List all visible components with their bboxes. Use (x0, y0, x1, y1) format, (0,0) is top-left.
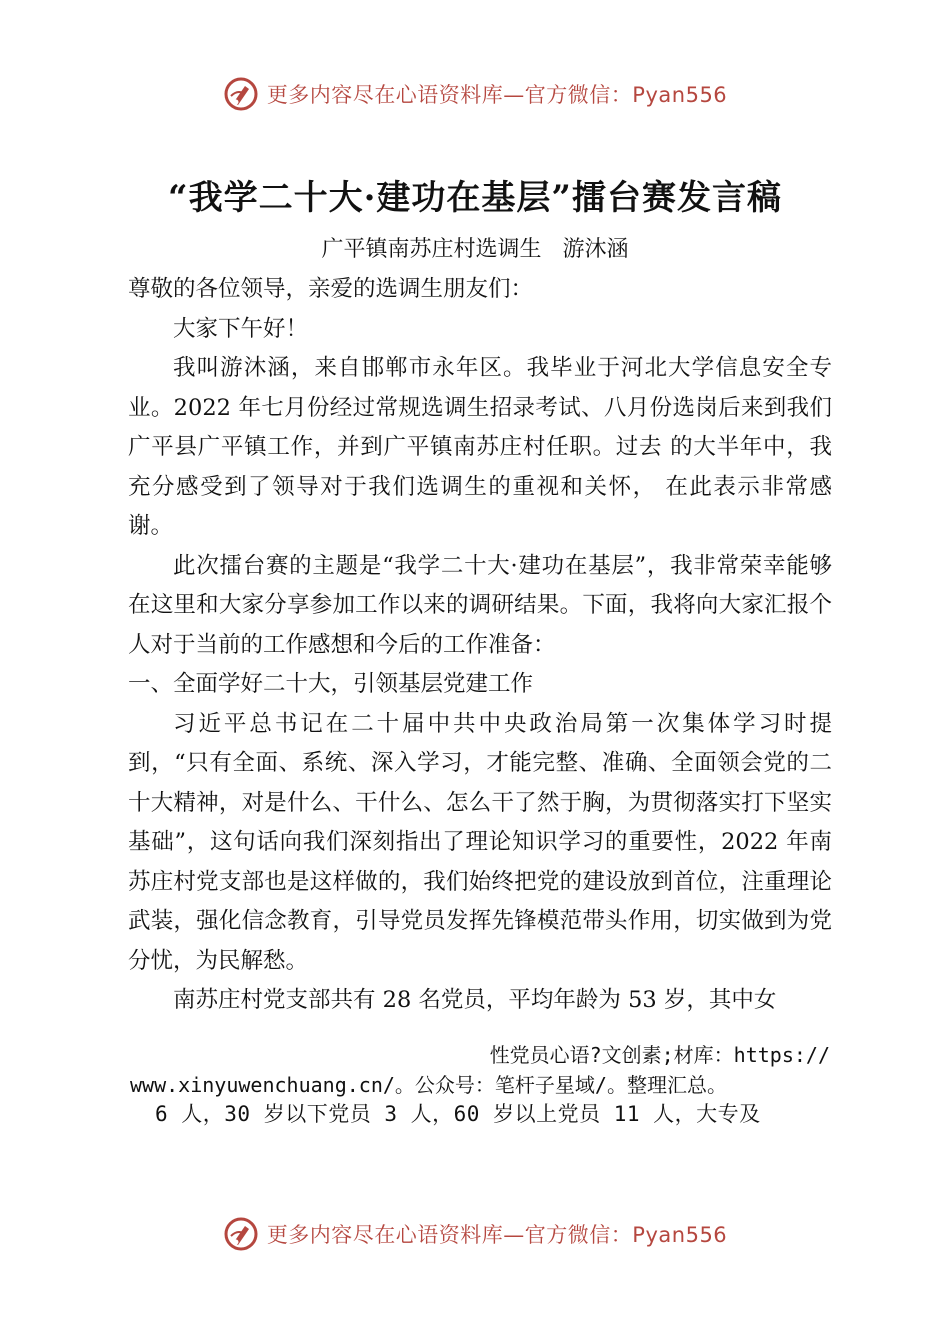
paragraph-intro: 我叫游沐涵，来自邯郸市永年区。我毕业于河北大学信息安全专业。2022 年七月份经过常规选调生招录考试、八月份选岗后来到我们广平县广平镇工作，并到广平镇南苏庄村任职。过去 的大半年中，我充分感受到了领导对于我们选调生的重视和关怀， 在此表示非常感谢。 (128, 355, 832, 539)
document-body (128, 270, 832, 1021)
document-title: “我学二十大·建功在基层”擂台赛发言稿 (168, 178, 782, 218)
source-note (130, 1040, 830, 1100)
paragraph-members: 南苏庄村党支部共有 28 名党员，平均年龄为 53 岁，其中女 (173, 987, 777, 1013)
salutation: 尊敬的各位领导，亲爱的选调生朋友们： (128, 276, 534, 302)
author-line: 广平镇南苏庄村选调生 游沐涵 (321, 237, 629, 262)
banner-text: 更多内容尽在心语资料库—官方微信：Pyan556 (266, 1223, 728, 1247)
banner-text: 更多内容尽在心语资料库—官方微信：Pyan556 (266, 83, 728, 107)
greeting: 大家下午好！ (173, 315, 309, 342)
continuation-line: 6 人，30 岁以下党员 3 人，60 岁以上党员 11 人，大专及 (155, 1102, 761, 1126)
footer-watermark-banner (0, 1212, 950, 1256)
paragraph-theme: 此次擂台赛的主题是“我学二十大·建功在基层”，我非常荣幸能够在这里和大家分享参加工作以来的调研结果。下面，我将向大家汇报个人对于当前的工作感想和今后的工作准备： (128, 552, 832, 658)
pen-nib-logo-icon (223, 1216, 259, 1252)
source-note-line-1: 性党员心语?文创素;材库：https:// (489, 1043, 830, 1067)
section-heading-1: 一、全面学好二十大，引领基层党建工作 (128, 671, 534, 697)
header-watermark-banner (0, 72, 950, 116)
source-note-line-2: www.xinyuwenchuang.cn/。公众号：笔杆子星域/。整理汇总。 (130, 1073, 727, 1097)
pen-nib-logo-icon (223, 76, 259, 112)
paragraph-study: 习近平总书记在二十届中共中央政治局第一次集体学习时提到，“只有全面、系统、深入学习，才能完整、准确、全面领会党的二十大精神，对是什么、干什么、怎么干了然于胸，为贯彻落实打下坚实基础”，这句话向我们深刻指出了理论知识学习的重要性，2022 年南苏庄村党支部也是这样做的，我们始终把党的建设放到首位，注重理论武装，强化信念教育，引导党员发挥先锋模范带头作用，切实做到为党分忧，为民解愁。 (128, 710, 832, 974)
